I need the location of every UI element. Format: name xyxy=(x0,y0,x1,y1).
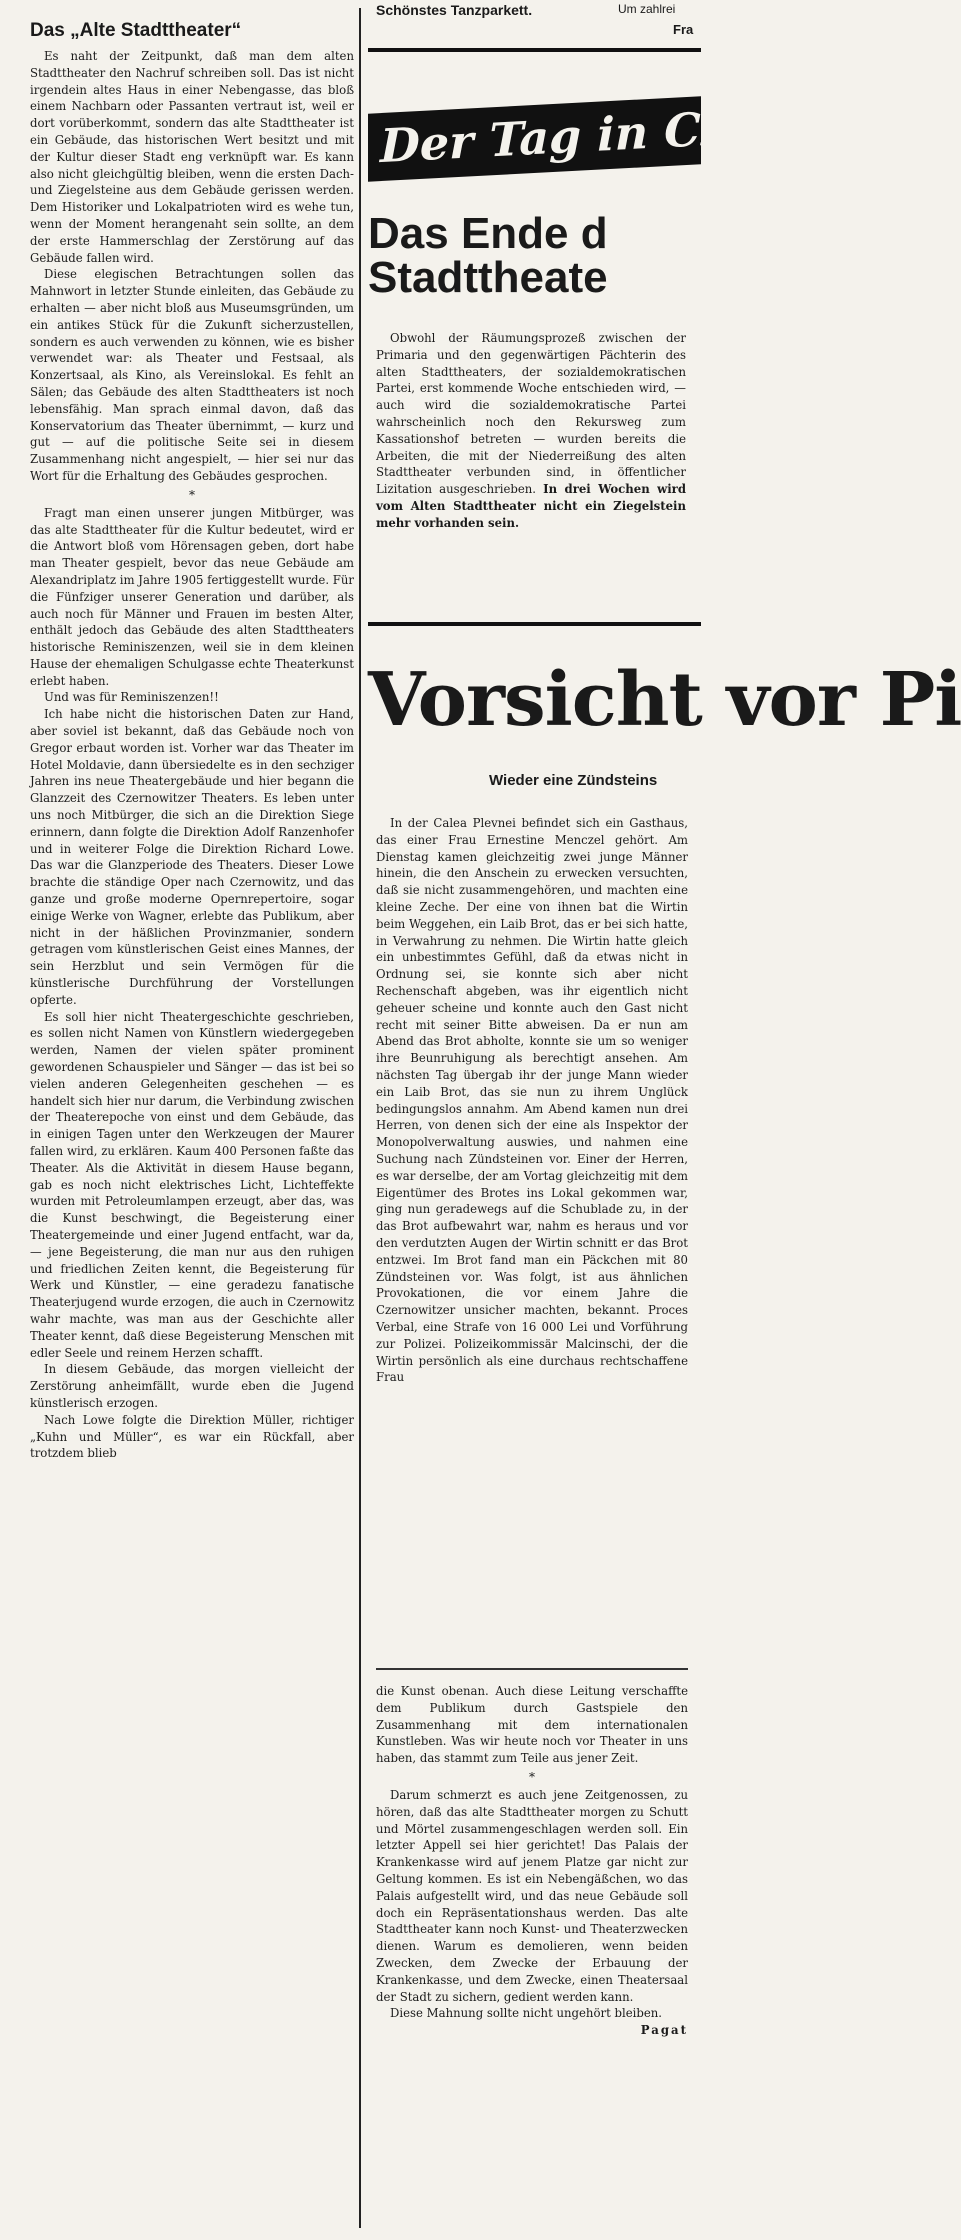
left-paragraph-7: In diesem Gebäude, das morgen vielleicht der Zerstörung anheimfällt, wurde eben die Jugend künstlerisch erzogen. xyxy=(30,1362,354,1410)
left-paragraph-5: Ich habe nicht die historischen Daten zur Hand, aber soviel ist bekannt, daß das Gebäude noch von Gregor erbaut worden ist. Vorher war das Theater im Hotel Moldavie, dann übersiedelte es in den sechziger Jahren ins neue Theatergebäude und hier begann die Glanzzeit des Czernowitzer Theaters. Es leben unter uns noch Mitbürger, die sich an die Direktion Siege erinnern, dann folgte die Direktion Adolf Ranzenhofer und in weiterer Folge die Direktion Richard Lowe. Das war die Glanzperiode des Theaters. Dieser Lowe brachte die ständige Oper nach Czernowitz, und das ganze und große moderne Opernrepertoire, sogar einige Werke von Wagner, erlebte das Publikum, aber nicht in der häßlichen Provinzmanier, sondern getragen vom künstlerischen Geist eines Mannes, der sein Herzblut und sein Vermögen für die künstlerische Durchführung der Vorstellungen opferte. xyxy=(30,707,354,1007)
section-rule xyxy=(368,622,701,626)
subheadline: Wieder eine Zündsteins xyxy=(489,772,658,789)
right-column xyxy=(368,0,961,2240)
theater-news-text xyxy=(376,330,686,532)
zuendstein-article xyxy=(376,815,688,1386)
top-advert-strip xyxy=(368,0,701,48)
author-signature: Pagat xyxy=(640,2023,688,2038)
continuation-paragraph-3: Diese Mahnung sollte nicht ungehört bleiben. xyxy=(390,2006,663,2021)
section-banner: Der Tag in Cz xyxy=(368,96,701,181)
left-paragraph-6: Es soll hier nicht Theatergeschichte geschrieben, es sollen nicht Namen von Künstlern wiedergegeben werden, Namen der vielen später prominent gewordenen Schauspieler und Sänger — das ist bei so vielen anderen Gelegenheiten geschehen — es handelt sich hier nur darum, die Verbindung zwischen der Theaterepoche von einst und dem Gebäude, das in einigen Tagen unter den Werkzeugen der Maurer fallen wird, zu erklären. Kaum 400 Personen faßte das Theater. Als die Aktivität in diesem Hause begann, gab es noch nicht elektrisches Licht, Lichteffekte wurden mit Petroleumlampen erzeugt, aber das, was die Kunst beschwingt, die Begeisterung einer Theatergemeinde und einer Jugend entfacht, war da, — jene Begeisterung, die man nur aus den ruhigen und friedlichen Zeiten kennt, die Begeisterung für Werk und Künstler, — eine geradezu fanatische Theaterjugend wurde erzogen, die auch in Czernowitz wahr machte, was man aus der Geschichte aller Theater kennt, daß diese Begeisterung Menschen mit edler Seele und reinem Herzen schafft. xyxy=(30,1009,354,1360)
advert-text-cut: Um zahlrei xyxy=(618,2,676,16)
continuation-rule xyxy=(376,1668,688,1670)
left-paragraph-3: Fragt man einen unserer jungen Mitbürger, was das alte Stadttheater für die Kultur bedeutet, wird er die Antwort bloß vom Hörensagen geben, dort habe man Theater gespielt, bevor das neue Gebäude am Alexandriplatz im Jahre 1905 fertiggestellt wurde. Für die Fünfziger unserer Generation und darüber, als auch noch für Männer und Frauen im besten Alter, enthält jedoch das Gebäude des alten Stadttheaters historische Reminiszenzen, weil sie in dem kleinen Hause der ehemaligen Schulgasse echte Theaterkunst erlebt haben. xyxy=(30,505,354,688)
theater-news-bold: In drei Wochen wird vom Alten Stadttheater nicht ein Ziegelstein mehr vorhanden sein. xyxy=(376,482,686,530)
continuation-separator: * xyxy=(529,1769,535,1784)
continuation-article xyxy=(376,1683,688,2039)
advert-text-cut-2: Fra xyxy=(673,22,694,37)
headline-line-2: Stadttheate xyxy=(368,253,608,302)
headline-end-of-theater xyxy=(368,209,701,302)
left-paragraph-2: Diese elegischen Betrachtungen sollen das Mahnwort in letzter Stunde einleiten, das Gebäude zu erhalten — aber nicht bloß aus Museumsgründen, um ein antikes Stück für die Zukunft sicherzustellen, sondern es auch verwenden zu können, wie es bisher verwendet war: als Theater und Festsaal, als Konzertsaal, als Kino, als Vereinslokal. Es fehlt an Sälen; das Gebäude des alten Stadttheaters ist noch lebensfähig. Man sprach einmal davon, daß das Konservatorium das Theater übernimmt, — kurz und gut — auf die politische Seite sei in diesem Zusammenhang nicht angespielt, — hier sei nur das Wort für die Erhaltung des Gebäudes gesprochen. xyxy=(30,267,354,483)
section-separator: * xyxy=(189,487,195,502)
zuendstein-text: In der Calea Plevnei befindet sich ein Gasthaus, das einer Frau Ernestine Menczel gehört. Am Dienstag kamen gleichzeitig zwei junge Männer hinein, die den Anschein zu erwecken versuchten, daß sie nicht zusammengehören, und machten eine kleine Zeche. Der eine von ihnen bat die Wirtin beim Weggehen, ein Laib Brot, das er bei sich hatte, in Verwahrung zu nehmen. Die Wirtin hatte gleich ein unbestimmtes Gefühl, daß da etwas nicht in Ordnung sei, sie konnte sich aber nicht Rechenschaft abgeben, was ihr eigentlich nicht geheuer scheine und konnte auch den Gast nicht recht mit seiner Bitte abweisen. Da er nun am Abend das Brot abholte, konnte sie um so weniger ihre Beunruhigung als berechtigt ansehen. Am nächsten Tag übergab ihr der junge Mann wieder ein Laib Brot, das sie nun zu ihrem Unglück bedingungslos annahm. Am Abend kamen nun drei Herren, von denen sich der eine als Inspektor der Monopolverwaltung auswies, und nahmen eine Suchung nach Zündsteinen vor. Einer der Herren, es war derselbe, der am Vortag gleichzeitig mit dem Eigentümer des Brotes ins Lokal gekommen war, ging nun geradewegs auf die Schublade zu, in der das Brot aufbewahrt war, nahm es heraus und vor den verdutzten Augen der Wirtin schnitt er das Brot entzwei. Im Brot fand man ein Päckchen mit 80 Zündsteinen vor. Was folgt, ist aus ähnlichen Provokationen, die vor einem Jahre die Czernowitzer unsicher machten, bekannt. Proces Verbal, eine Strafe von 16 000 Lei und Vorführung zur Polizei. Polizeikommissär Malcinschi, der die Wirtin persönlich als eine durchaus rechtschaffene Frau xyxy=(376,816,688,1385)
column-divider xyxy=(359,8,361,2228)
top-rule xyxy=(368,48,701,52)
left-article-title: Das „Alte Stadttheater“ xyxy=(30,20,242,41)
continuation-paragraph-1: die Kunst obenan. Auch diese Leitung verschaffte dem Publikum durch Gastspiele den Zusammenhang mit dem internationalen Kunstleben. Was wir heute noch vor Theater in uns haben, das stammt zum Teile aus jener Zeit. xyxy=(376,1684,688,1766)
headline-line-1: Das Ende d xyxy=(368,209,608,258)
theater-news-body: Obwohl der Räumungsprozeß zwischen der Primaria und den gegenwärtigen Pächterin des alten Stadttheaters, der sozialdemokratischen Partei, erst kommende Woche entschieden wird, — auch wird die sozialdemokratische Partei wahrscheinlich noch den Rekursweg zum Kassationshof betreten — wurden bereits die Arbeiten, die mit der Niederreißung des alten Stadttheater verbunden sind, in öffentlicher Lizitation ausgeschrieben. xyxy=(376,331,686,497)
theater-news-article xyxy=(376,330,686,532)
left-paragraph-1: Es naht der Zeitpunkt, daß man dem alten Stadttheater den Nachruf schreiben soll. Das ist nicht irgendein altes Haus in einer Nebengasse, das bloß einem Nachbarn oder Passanten vertraut ist, weil er dort vorüberkommt, sondern das alte Stadttheater ist ein Gebäude, das historischen Wert besitzt und mit der Kultur dieser Stadt eng verknüpft war. Es kann also nicht gleichgültig bleiben, wenn die ersten Dach- und Ziegelsteine aus dem Gebäude gerissen werden. Dem Historiker und Lokalpatrioten wird es wehe tun, wenn der Moment herangenaht sein sollte, an dem der erste Hammerschlag der Zerstörung auf das Gebäude fallen wird. xyxy=(30,49,354,265)
left-paragraph-4: Und was für Reminiszenzen!! xyxy=(44,690,219,705)
left-article xyxy=(30,14,354,2229)
advert-text: Schönstes Tanzparkett. xyxy=(376,2,533,18)
left-paragraph-8: Nach Lowe folgte die Direktion Müller, richtiger „Kuhn und Müller“, es war ein Rückfall, aber trotzdem blieb xyxy=(30,1412,354,1461)
headline-vorsicht: Vorsicht vor Pi xyxy=(368,657,961,743)
continuation-paragraph-2: Darum schmerzt es auch jene Zeitgenossen, zu hören, daß das alte Stadttheater morgen zu Schutt und Mörtel zusammengeschlagen werden soll. Ein letzter Appell sei hier gerichtet! Das Palais der Krankenkasse wird auf jenem Platze gar nicht zur Geltung kommen. Es ist ein Nebengäßchen, wo das Palais aufgestellt wird, und das neue Gebäude soll doch ein Repräsentationshaus werden. Das alte Stadttheater kann noch Kunst- und Theaterzwecken dienen. Warum es demolieren, wenn beiden Zwecken, dem Zwecke der Erbauung der Krankenkasse, und dem Zwecke, einen Theatersaal der Stadt zu sichern, gedient werden kann. xyxy=(376,1787,688,2004)
